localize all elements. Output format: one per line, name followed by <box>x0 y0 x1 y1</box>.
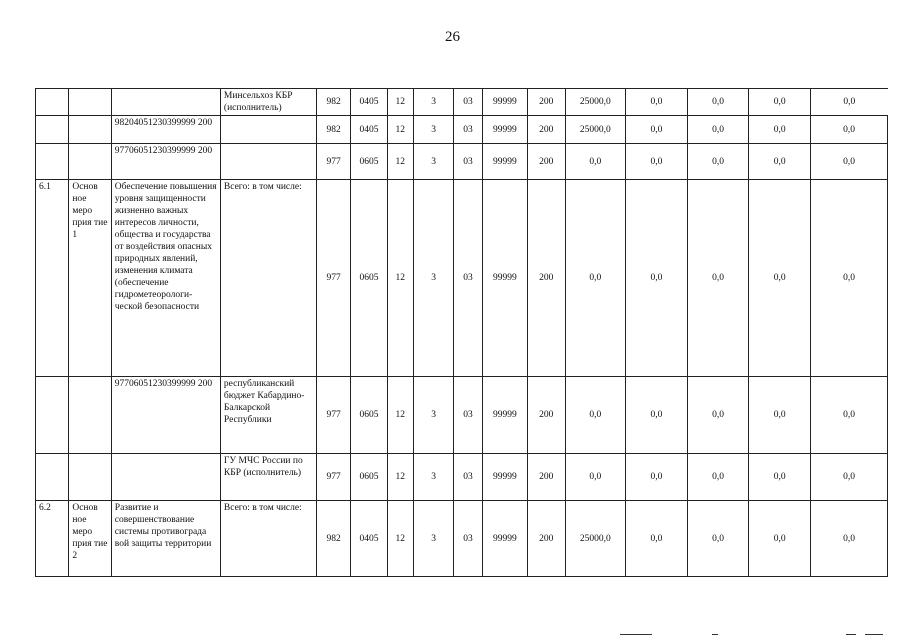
table-row <box>36 144 888 180</box>
cell-type: Основ ное меро прия тие 1 <box>69 180 111 377</box>
table-row <box>36 116 888 144</box>
cell-rzpr: 0605 <box>351 454 387 501</box>
cell-c4: 99999 <box>482 116 527 144</box>
cell-resp: Минсельхоз КБР (исполнитель) <box>220 89 316 116</box>
cell-vr: 200 <box>528 144 565 180</box>
cell-type: Основ ное меро прия тие 2 <box>69 501 111 577</box>
page-edge-marks <box>0 632 905 640</box>
cell-v3: 0,0 <box>687 89 749 116</box>
cell-vr: 200 <box>528 180 565 377</box>
cell-c3: 03 <box>454 144 482 180</box>
cell-c4: 99999 <box>482 89 527 116</box>
cell-rzpr: 0605 <box>351 180 387 377</box>
cell-code: 98204051230399999 200 <box>111 116 220 144</box>
cell-no <box>36 116 69 144</box>
cell-v1: 25000,0 <box>565 116 626 144</box>
cell-v5: 0,0 <box>811 377 888 454</box>
cell-vr: 200 <box>528 377 565 454</box>
cell-grbs: 977 <box>316 144 350 180</box>
cell-grbs: 977 <box>316 377 350 454</box>
cell-grbs: 982 <box>316 501 350 577</box>
cell-v2: 0,0 <box>626 501 688 577</box>
cell-vr: 200 <box>528 116 565 144</box>
cell-v4: 0,0 <box>749 144 811 180</box>
cell-c1: 12 <box>387 501 413 577</box>
cell-c1: 12 <box>387 454 413 501</box>
cell-rzpr: 0605 <box>351 377 387 454</box>
cell-c2: 3 <box>413 501 453 577</box>
cell-no: 6.1 <box>36 180 69 377</box>
cell-code: Развитие и совершенствование системы противограда вой защиты территории <box>111 501 220 577</box>
cell-c2: 3 <box>413 377 453 454</box>
cell-v2: 0,0 <box>626 454 688 501</box>
cell-v4: 0,0 <box>749 377 811 454</box>
table-row <box>36 454 888 501</box>
cell-v2: 0,0 <box>626 89 688 116</box>
cell-c3: 03 <box>454 116 482 144</box>
cell-v5: 0,0 <box>811 116 888 144</box>
cell-v3: 0,0 <box>687 454 749 501</box>
cell-c4: 99999 <box>482 377 527 454</box>
cell-rzpr: 0405 <box>351 501 387 577</box>
cell-grbs: 982 <box>316 116 350 144</box>
cell-c2: 3 <box>413 116 453 144</box>
cell-v1: 25000,0 <box>565 89 626 116</box>
cell-c2: 3 <box>413 454 453 501</box>
cell-v4: 0,0 <box>749 116 811 144</box>
cell-resp: Всего: в том числе: <box>220 180 316 377</box>
cell-v4: 0,0 <box>749 454 811 501</box>
cell-grbs: 977 <box>316 180 350 377</box>
cell-c2: 3 <box>413 144 453 180</box>
cell-v1: 0,0 <box>565 454 626 501</box>
cell-v3: 0,0 <box>687 180 749 377</box>
cell-c1: 12 <box>387 89 413 116</box>
cell-v2: 0,0 <box>626 144 688 180</box>
cell-c2: 3 <box>413 180 453 377</box>
cell-v3: 0,0 <box>687 501 749 577</box>
cell-code <box>111 454 220 501</box>
cell-v2: 0,0 <box>626 180 688 377</box>
cell-no <box>36 454 69 501</box>
cell-c4: 99999 <box>482 501 527 577</box>
cell-v1: 0,0 <box>565 144 626 180</box>
cell-v5: 0,0 <box>811 454 888 501</box>
cell-grbs: 982 <box>316 89 350 116</box>
cell-c4: 99999 <box>482 144 527 180</box>
cell-no <box>36 377 69 454</box>
cell-resp <box>220 116 316 144</box>
cell-code: 97706051230399999 200 <box>111 144 220 180</box>
cell-c3: 03 <box>454 180 482 377</box>
cell-no: 6.2 <box>36 501 69 577</box>
cell-c3: 03 <box>454 454 482 501</box>
cell-v5: 0,0 <box>811 144 888 180</box>
cell-v1: 0,0 <box>565 180 626 377</box>
cell-rzpr: 0405 <box>351 116 387 144</box>
cell-v1: 0,0 <box>565 377 626 454</box>
cell-resp <box>220 144 316 180</box>
cell-code <box>111 89 220 116</box>
cell-c2: 3 <box>413 89 453 116</box>
cell-resp: республиканский бюджет Кабардино-Балкарской Республики <box>220 377 316 454</box>
cell-v5: 0,0 <box>811 89 888 116</box>
cell-type <box>69 144 111 180</box>
cell-type <box>69 454 111 501</box>
table-row <box>36 180 888 377</box>
cell-resp: Всего: в том числе: <box>220 501 316 577</box>
cell-c4: 99999 <box>482 180 527 377</box>
cell-code: Обеспечение повышения уровня защищенности жизненно важных интересов личности, общества и государства от воздействия опасных природных явлений, изменения климата (обеспечение гидрометеорологи-ческой безопасности <box>111 180 220 377</box>
cell-grbs: 977 <box>316 454 350 501</box>
cell-rzpr: 0605 <box>351 144 387 180</box>
cell-c3: 03 <box>454 377 482 454</box>
table-row <box>36 377 888 454</box>
cell-vr: 200 <box>528 454 565 501</box>
cell-v1: 25000,0 <box>565 501 626 577</box>
cell-v5: 0,0 <box>811 180 888 377</box>
cell-v2: 0,0 <box>626 377 688 454</box>
cell-no <box>36 89 69 116</box>
cell-c3: 03 <box>454 501 482 577</box>
cell-v4: 0,0 <box>749 501 811 577</box>
budget-table <box>35 88 888 577</box>
cell-v3: 0,0 <box>687 116 749 144</box>
cell-v3: 0,0 <box>687 144 749 180</box>
cell-type <box>69 377 111 454</box>
cell-v4: 0,0 <box>749 89 811 116</box>
cell-no <box>36 144 69 180</box>
cell-c4: 99999 <box>482 454 527 501</box>
cell-c1: 12 <box>387 116 413 144</box>
cell-c1: 12 <box>387 180 413 377</box>
cell-rzpr: 0405 <box>351 89 387 116</box>
page-number: 26 <box>445 29 460 45</box>
cell-resp: ГУ МЧС России по КБР (исполнитель) <box>220 454 316 501</box>
cell-v5: 0,0 <box>811 501 888 577</box>
cell-type <box>69 89 111 116</box>
cell-v4: 0,0 <box>749 180 811 377</box>
table-row <box>36 89 888 116</box>
cell-vr: 200 <box>528 501 565 577</box>
cell-v2: 0,0 <box>626 116 688 144</box>
cell-vr: 200 <box>528 89 565 116</box>
cell-c3: 03 <box>454 89 482 116</box>
cell-c1: 12 <box>387 377 413 454</box>
table-row <box>36 501 888 577</box>
cell-code: 97706051230399999 200 <box>111 377 220 454</box>
cell-v3: 0,0 <box>687 377 749 454</box>
cell-c1: 12 <box>387 144 413 180</box>
cell-type <box>69 116 111 144</box>
